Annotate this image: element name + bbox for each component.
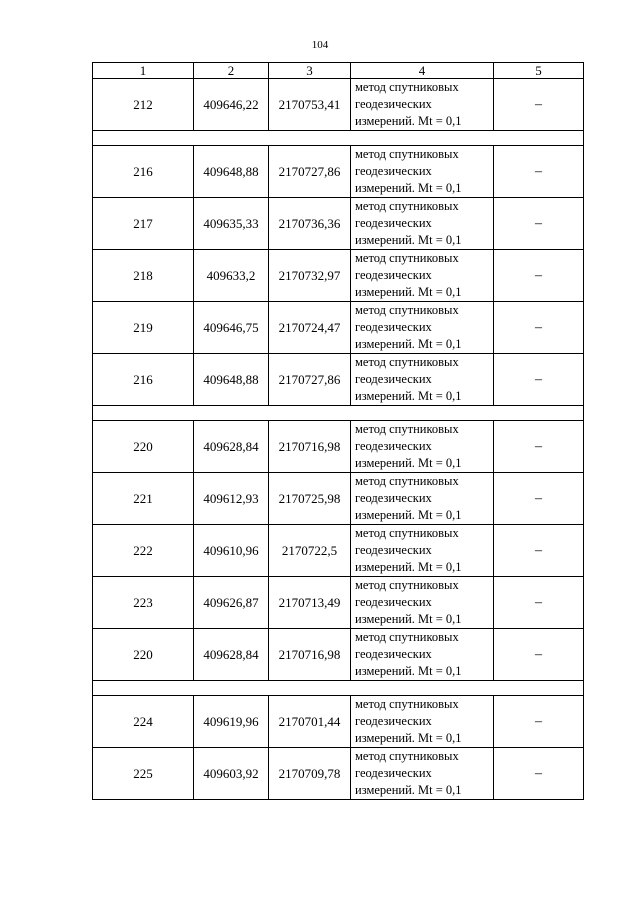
separator-cell xyxy=(93,681,584,696)
method-line: метод спутниковых xyxy=(355,80,459,94)
header-col-4: 4 xyxy=(351,63,494,79)
note-cell: – xyxy=(494,421,584,473)
method-line: измерений. Mt = 0,1 xyxy=(355,664,462,678)
method-line: геодезических xyxy=(355,543,432,557)
x-coordinate-cell: 409619,96 xyxy=(194,696,269,748)
method-cell xyxy=(351,696,494,748)
header-col-5: 5 xyxy=(494,63,584,79)
table-row xyxy=(93,79,584,131)
y-coordinate-cell: 2170713,49 xyxy=(269,577,351,629)
method-line: метод спутниковых xyxy=(355,422,459,436)
separator-cell xyxy=(93,131,584,146)
table-row xyxy=(93,146,584,198)
note-cell: – xyxy=(494,79,584,131)
method-line: геодезических xyxy=(355,268,432,282)
method-cell xyxy=(351,577,494,629)
point-number-cell: 219 xyxy=(93,302,194,354)
method-line: измерений. Mt = 0,1 xyxy=(355,181,462,195)
point-number-cell: 225 xyxy=(93,748,194,800)
note-cell: – xyxy=(494,354,584,406)
point-number-cell: 218 xyxy=(93,250,194,302)
table-header-row xyxy=(93,63,584,79)
point-number-cell: 217 xyxy=(93,198,194,250)
x-coordinate-cell: 409646,22 xyxy=(194,79,269,131)
method-line: измерений. Mt = 0,1 xyxy=(355,731,462,745)
x-coordinate-cell: 409628,84 xyxy=(194,421,269,473)
method-line: измерений. Mt = 0,1 xyxy=(355,508,462,522)
y-coordinate-cell: 2170732,97 xyxy=(269,250,351,302)
table-row xyxy=(93,302,584,354)
header-col-2: 2 xyxy=(194,63,269,79)
table-row xyxy=(93,473,584,525)
table-row xyxy=(93,250,584,302)
point-number-cell: 221 xyxy=(93,473,194,525)
method-line: геодезических xyxy=(355,595,432,609)
page-number: 104 xyxy=(311,39,329,51)
method-cell xyxy=(351,473,494,525)
method-cell xyxy=(351,198,494,250)
method-line: геодезических xyxy=(355,320,432,334)
table-row xyxy=(93,525,584,577)
method-cell xyxy=(351,354,494,406)
method-line: геодезических xyxy=(355,372,432,386)
method-cell xyxy=(351,79,494,131)
method-line: геодезических xyxy=(355,164,432,178)
method-cell xyxy=(351,250,494,302)
x-coordinate-cell: 409635,33 xyxy=(194,198,269,250)
point-number-cell: 222 xyxy=(93,525,194,577)
table-row xyxy=(93,421,584,473)
method-line: измерений. Mt = 0,1 xyxy=(355,612,462,626)
y-coordinate-cell: 2170722,5 xyxy=(269,525,351,577)
y-coordinate-cell: 2170727,86 xyxy=(269,146,351,198)
x-coordinate-cell: 409628,84 xyxy=(194,629,269,681)
method-line: измерений. Mt = 0,1 xyxy=(355,560,462,574)
note-cell: – xyxy=(494,696,584,748)
x-coordinate-cell: 409633,2 xyxy=(194,250,269,302)
x-coordinate-cell: 409626,87 xyxy=(194,577,269,629)
x-coordinate-cell: 409648,88 xyxy=(194,146,269,198)
note-cell: – xyxy=(494,748,584,800)
point-number-cell: 220 xyxy=(93,629,194,681)
point-number-cell: 212 xyxy=(93,79,194,131)
y-coordinate-cell: 2170716,98 xyxy=(269,629,351,681)
method-line: измерений. Mt = 0,1 xyxy=(355,456,462,470)
method-cell xyxy=(351,525,494,577)
method-line: геодезических xyxy=(355,97,432,111)
method-line: метод спутниковых xyxy=(355,749,459,763)
method-cell xyxy=(351,748,494,800)
method-cell xyxy=(351,146,494,198)
method-cell xyxy=(351,421,494,473)
method-line: геодезических xyxy=(355,647,432,661)
point-number-cell: 220 xyxy=(93,421,194,473)
method-line: измерений. Mt = 0,1 xyxy=(355,389,462,403)
separator-cell xyxy=(93,406,584,421)
table-row xyxy=(93,748,584,800)
note-cell: – xyxy=(494,250,584,302)
method-line: метод спутниковых xyxy=(355,474,459,488)
method-line: метод спутниковых xyxy=(355,303,459,317)
point-number-cell: 216 xyxy=(93,354,194,406)
point-number-cell: 216 xyxy=(93,146,194,198)
coordinates-table xyxy=(92,62,584,800)
method-line: метод спутниковых xyxy=(355,251,459,265)
header-col-1: 1 xyxy=(93,63,194,79)
y-coordinate-cell: 2170724,47 xyxy=(269,302,351,354)
note-cell: – xyxy=(494,525,584,577)
separator-row xyxy=(93,406,584,421)
method-line: метод спутниковых xyxy=(355,578,459,592)
y-coordinate-cell: 2170736,36 xyxy=(269,198,351,250)
point-number-cell: 224 xyxy=(93,696,194,748)
y-coordinate-cell: 2170727,86 xyxy=(269,354,351,406)
header-col-3: 3 xyxy=(269,63,351,79)
point-number-cell: 223 xyxy=(93,577,194,629)
x-coordinate-cell: 409612,93 xyxy=(194,473,269,525)
table-row xyxy=(93,696,584,748)
method-line: геодезических xyxy=(355,439,432,453)
y-coordinate-cell: 2170709,78 xyxy=(269,748,351,800)
y-coordinate-cell: 2170701,44 xyxy=(269,696,351,748)
y-coordinate-cell: 2170753,41 xyxy=(269,79,351,131)
method-line: метод спутниковых xyxy=(355,630,459,644)
note-cell: – xyxy=(494,577,584,629)
note-cell: – xyxy=(494,198,584,250)
method-line: геодезических xyxy=(355,714,432,728)
method-line: метод спутниковых xyxy=(355,355,459,369)
method-cell xyxy=(351,629,494,681)
note-cell: – xyxy=(494,146,584,198)
method-line: измерений. Mt = 0,1 xyxy=(355,783,462,797)
method-line: измерений. Mt = 0,1 xyxy=(355,114,462,128)
method-line: метод спутниковых xyxy=(355,147,459,161)
method-line: измерений. Mt = 0,1 xyxy=(355,285,462,299)
method-line: метод спутниковых xyxy=(355,697,459,711)
x-coordinate-cell: 409646,75 xyxy=(194,302,269,354)
note-cell: – xyxy=(494,473,584,525)
method-line: геодезических xyxy=(355,766,432,780)
method-line: измерений. Mt = 0,1 xyxy=(355,233,462,247)
method-line: геодезических xyxy=(355,491,432,505)
method-line: метод спутниковых xyxy=(355,199,459,213)
table-row xyxy=(93,577,584,629)
note-cell: – xyxy=(494,302,584,354)
separator-row xyxy=(93,131,584,146)
table-row xyxy=(93,629,584,681)
note-cell: – xyxy=(494,629,584,681)
y-coordinate-cell: 2170716,98 xyxy=(269,421,351,473)
table-row xyxy=(93,354,584,406)
method-line: измерений. Mt = 0,1 xyxy=(355,337,462,351)
separator-row xyxy=(93,681,584,696)
table-row xyxy=(93,198,584,250)
y-coordinate-cell: 2170725,98 xyxy=(269,473,351,525)
table-body xyxy=(93,79,584,800)
method-line: метод спутниковых xyxy=(355,526,459,540)
method-line: геодезических xyxy=(355,216,432,230)
x-coordinate-cell: 409603,92 xyxy=(194,748,269,800)
x-coordinate-cell: 409610,96 xyxy=(194,525,269,577)
x-coordinate-cell: 409648,88 xyxy=(194,354,269,406)
method-cell xyxy=(351,302,494,354)
